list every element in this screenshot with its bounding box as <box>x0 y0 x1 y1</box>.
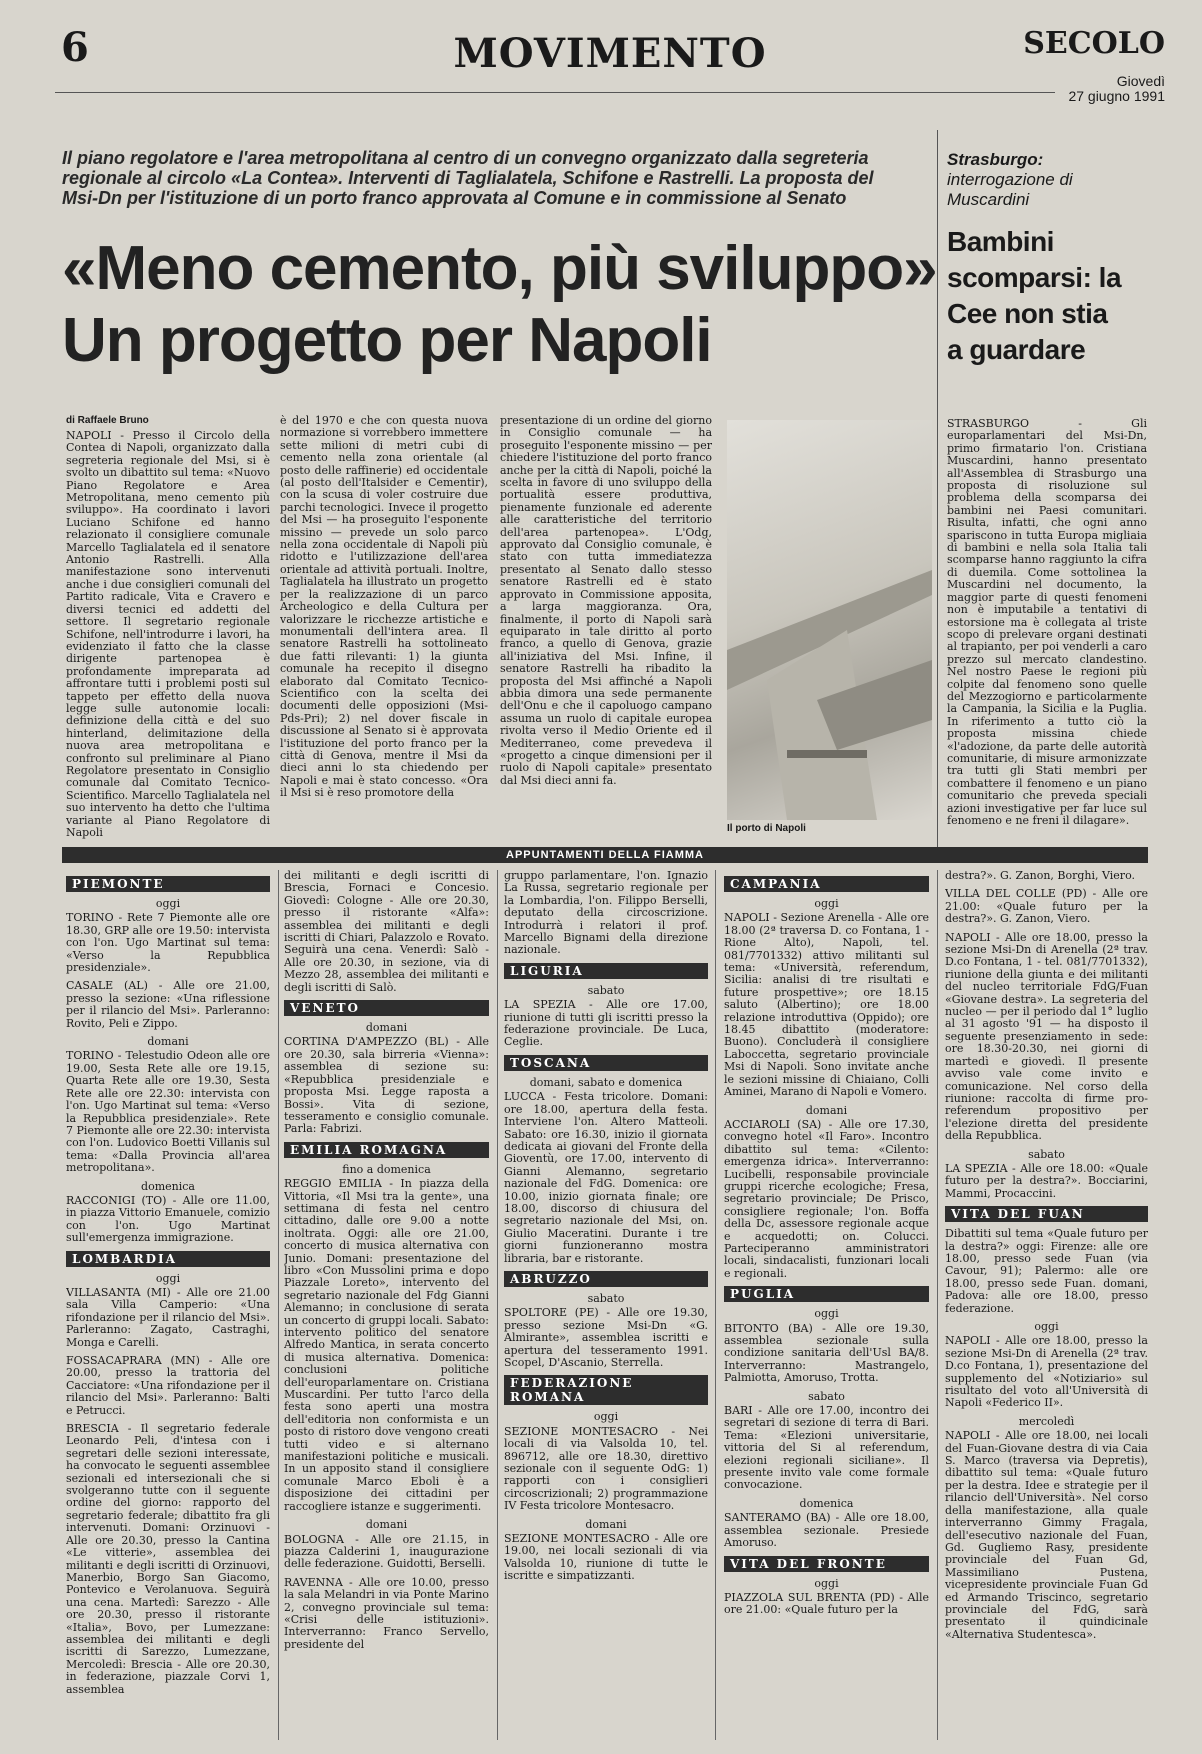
day-label: oggi <box>155 1271 181 1285</box>
sidebar-kicker <box>947 150 1127 210</box>
appointment-entry: SANTERAMO (BA) - Alle ore 18.00, assemblea sezionale. Presiede Amoruso. <box>724 1511 929 1550</box>
masthead-rule <box>55 92 1055 93</box>
day-label: oggi <box>814 1307 839 1321</box>
article-text-3: presentazione di un ordine del giorno in Consiglio comunale — ha proseguito l'esponente missino — per chiedere l'istituzione del porto franco anche per la città di Napoli, poiché la scelta in favore di uno sviluppo della portualità essere produttiva, pienamente funzionale ed aderente alle caratteristiche del territorio dell'area partenopea». L'Odg, approvato dal Consiglio comunale, è stato con tutta immediatezza presentato al Senato dallo stesso senatore Rastrelli ed è stato approvato in Commissione apposita, a larga maggioranza. Ora, finalmente, il porto di Napoli sarà equiparato in tale diritto al porto franco, a quello di Genova, grazie all'iniziativa del Msi. Infine, il senatore Rastrelli ha ribadito la proposta del Msi affinché a Napoli abbia dimora una sede permanente dell'Onu e che il capoluogo campano assuma un ruolo di capitale europea rivolta verso il Medio Oriente ed il Mediterraneo, come prevedeva il «progetto a cinque dimensioni per il ruolo di Napoli capitale» presentato dal Msi dieci anni fa. <box>500 415 712 787</box>
sidebar-headline: Bambini scomparsi: la Cee non stia a guardare <box>947 226 1122 365</box>
appointment-entry: LA SPEZIA - Alle ore 17.00, riunione di tutti gli iscritti presso la federazione provinciale. De Luca, Ceglie. <box>504 998 708 1049</box>
region-heading: CAMPANIA <box>724 876 929 892</box>
article-text-2: è del 1970 e che con questa nuova normazione si vorrebbero immettere sette milioni di metri cubi di cemento nella zona orientale (al posto delle raffinerie) ed occidentale (al posto dell'Italsider e Cementir), con la scusa di voler costruire due parchi tecnologici. Invece il progetto del Msi — ha proseguito l'esponente missino — prevede un solo parco nella zona occidentale di Napoli più ridotto e l'utilizzazione dell'area orientale ad attività portuali. Inoltre, Taglialatela ha illustrato un progetto per la realizzazione di un parco Archeologico e della Cultura per valorizzare le ricchezze artistiche e monumentali dell'intera area. Il senatore Rastrelli ha sottolineato due fatti rilevanti: 1) la giunta comunale ha recepito il disegno elaborato dal Comitato Tecnico-Scientifico con la scelta dei documenti delle opposizioni (Msi-Pds-Pri); 2) nel dover fiscale in discussione al Senato si è approvata l'istituzione del porto franco per la città di Genova, mentre il Msi da dieci anni lo sta chiedendo per Napoli e mai è stato concesso. «Ora il Msi si è reso promotore della <box>280 415 488 800</box>
article-subheadline: Un progetto per Napoli <box>62 306 712 375</box>
article-headline: «Meno cemento, più sviluppo» <box>62 234 937 303</box>
sidebar-text: STRASBURGO - Gli europarlamentari del Msi-Dn, primo firmatario l'on. Cristiana Muscardini, hanno presentato all'Assemblea di Strasburgo una proposta di risoluzione sul problema della scomparsa dei bambini nei Paesi comunitari. Risulta, infatti, che ogni anno spariscono in tutta Europa migliaia di bambini e nella sola Italia tali scomparse hanno raggiunto la cifra di duemila. Come sottolinea la Muscardini nel documento, la maggior parte di questi fenomeni non è imputabile a tentativi di estorsione ma è collegata al triste scopo di prelevare organi destinati al trapianto, per poi venderli a caro prezzo sul mercato clandestino. Nel nostro Paese le regioni più colpite dal fenomeno sono quelle del Mezzogiorno e particolarmente la Campania, la Sicilia e la Puglia. In riferimento a tutto ciò la proposta missina chiede «l'adozione, da parte delle autorità comunitarie, di misure armonizzate tra tutti gli Stati membri per combattere il fenomeno e un piano comunitario che preveda speciali azioni investigative per far luce sul fenomeno e ne freni il dilagare». <box>947 418 1147 827</box>
appointments-column-5 <box>945 870 1148 1740</box>
page-number: 6 <box>61 24 89 71</box>
appointment-entry: RACCONIGI (TO) - Alle ore 11.00, in piazza Vittorio Emanuele, comizio con l'on. Ugo Martinat sull'emergenza immigrazione. <box>66 1193 270 1245</box>
region-heading: PUGLIA <box>724 1286 929 1302</box>
appointment-entry: NAPOLI - Alle ore 18.00, nei locali del Fuan-Giovane destra di via Caia S. Marco (traversa via Depretis), dibattito sul tema: «Quale futuro per la destra. Idee e strategie per il rilancio dell'Università». Nel corso della manifestazione, alla quale interverranno Gimmy Fragala, dell'esecutivo nazionale del Fuan, Gd. Gugliemo Rasy, presidente provinciale del Fuan Gd, Massimiliano Pustena, vicepresidente provinciale Fuan Gd ed Armando Triscinco, segretario provinciale del FdG, sarà presentato il quindicinale «Alternativa Studentesca». <box>945 1429 1148 1641</box>
article-text-1: NAPOLI - Presso il Circolo della Contea di Napoli, organizzato dalla segreteria regionale del Msi, si è svolto un dibattito sul tema: «Nuovo Piano Regolatore e Area Metropolitana, meno cemento più sviluppo». Ha coordinato i lavori Luciano Schifone ed hanno relazionato il consigliere comunale Marcello Taglialatela ed il senatore Antonio Rastrelli. Alla manifestazione sono intervenuti anche i due consiglieri comunali del Partito radicale, Vita e Cravero e diversi tecnici ed addetti del settore. Il segretario regionale Schifone, nell'introdurre i lavori, ha evidenziato il fatto che la classe dirigente partenopea è profondamente impreparata ad affrontare tutti i problemi posti sul tappeto per effetto della nuova legge sulle autonomie locali: definizione della città e del suo hinterland, delimitazione della nuova area metropolitana e confronto sul preliminare al Piano Regolatore presentato in Consiglio comunale dal Comitato Tecnico-Scientifico. Marcello Taglialatela nel suo intervento ha detto che l'ultima variante al Piano Regolatore di Napoli <box>66 429 270 839</box>
appointments-column-3 <box>504 870 708 1740</box>
region-heading: ABRUZZO <box>504 1271 708 1287</box>
day-label: sabato <box>1028 1147 1065 1161</box>
port-photo-image <box>727 420 932 820</box>
region-heading: VITA DEL FUAN <box>945 1206 1148 1222</box>
region-heading: PIEMONTE <box>66 876 270 892</box>
appointment-entry: PIAZZOLA SUL BRENTA (PD) - Alle ore 21.00: «Quale futuro per la <box>724 1590 929 1617</box>
appointment-entry: BOLOGNA - Alle ore 21.15, in piazza Calderini 1, inaugurazione delle federazione. Guidotti, Berselli. <box>284 1532 489 1571</box>
appointment-entry: RAVENNA - Alle ore 10.00, presso la sala Melandri in via Ponte Marino 2, convegno provinciale sul tema: «Crisi delle istituzioni». Interverranno: Franco Servello, presidente del <box>284 1575 489 1651</box>
day-label: oggi <box>155 897 181 910</box>
appointment-entry: VILLASANTA (MI) - Alle ore 21.00 sala Villa Camperio: «Una rifondazione per il rilancio del Msi». Parleranno: Zagato, Castraghi, Monga e Carelli. <box>66 1285 270 1349</box>
issue-day: Giovedì <box>1116 73 1165 89</box>
appointment-entry: Dibattiti sul tema «Quale futuro per la destra?» oggi: Firenze: alle ore 18.00, presso sede Fuan (via Cavour, 91); Palermo: alle ore 18.00, presso sede Fuan. domani, Padova: alle ore 18.00, presso federazione. <box>945 1227 1148 1315</box>
appointment-entry: TORINO - Rete 7 Piemonte alle ore 18.30, GRP alle ore 19.50: intervista con l'on. Ugo Martinat sul tema: «Verso la Repubblica presidenziale». <box>66 911 270 975</box>
column-rule <box>715 870 716 1740</box>
appointment-entry: NAPOLI - Alle ore 18.00, presso la sezione Msi-Dn di Arenella (2ª trav. D.co Fontana, 1 - tel. 081/7701332), riunione della giunta e dei militanti del nucleo territoriale FdG/Fuan «Giovane destra». La segreteria del nucleo — per il periodo dal 1° luglio al 31 agosto '91 — ha disposto il seguente presenziamento in sede: ore 18.30-20.30, nei giorni di martedì e giovedì. Il presente avviso vale come invito e comunicazione. Nel corso della riunione: raccolta di firme pro-referendum propositivo per l'elezione diretta del presidente della Repubblica. <box>945 930 1148 1143</box>
masthead <box>55 20 1165 115</box>
appointment-entry: SEZIONE MONTESACRO - Alle ore 19.00, nei locali sezionali di via Valsolda 10, riunione di tutte le iscritte e simpatizzanti. <box>504 1532 708 1583</box>
article-kicker: Il piano regolatore e l'area metropolitana al centro di un convegno organizzato dalla segreteria regionale al circolo «La Contea». Interventi di Taglialatela, Schifone e Rastrelli. La proposta del Msi-Dn per l'istituzione di un porto franco approvata al Comune e in commissione al Senato <box>62 148 874 208</box>
article-column-3 <box>500 415 712 843</box>
appointment-entry: LUCCA - Festa tricolore. Domani: ore 18.00, apertura della festa. Interviene l'on. Altero Matteoli. Sabato: ore 16.30, inizio il giornata dedicata ai giovani del Fronte della Gioventù, ore 17.00, intervento di Gianni Alemanno, segretario nazionale del FdG. Domenica: ore 10.00, inizio giornata finale; ore 18.00, discorso di chiusura del segretario nazionale del Msi, on. Giulio Maceratini. Durante i tre giorni funzioneranno mostra libraria, bar e ristorante. <box>504 1090 708 1265</box>
photo-caption: Il porto di Napoli <box>727 823 806 834</box>
region-heading: FEDERAZIONE ROMANA <box>504 1375 708 1405</box>
region-heading: LIGURIA <box>504 963 708 979</box>
appointment-entry: destra?». G. Zanon, Borghi, Viero. <box>945 870 1135 882</box>
appointment-entry: BARI - Alle ore 17.00, incontro dei segretari di sezione di terra di Bari. Tema: «Elezioni universitarie, vittoria del Si al referendum, elezioni regionali siciliane». Il presente invito vale come formale convocazione. <box>724 1404 929 1492</box>
day-label: oggi <box>1034 1320 1059 1333</box>
byline: di Raffaele Bruno <box>66 415 149 426</box>
appointment-entry: VILLA DEL COLLE (PD) - Alle ore 21.00: «Quale futuro per la destra?». G. Zanon, Viero. <box>945 887 1148 926</box>
day-label: oggi <box>814 1576 839 1590</box>
day-label: oggi <box>593 1410 619 1424</box>
newspaper-logo: SECOLO <box>1023 26 1165 61</box>
appointment-entry: BRESCIA - Il segretario federale Leonardo Peli, d'intesa con i segretari delle sezioni interessate, ha convocato le seguenti assemblee sezionali ed intersezionali che si svolgeranno tutte con il seguente ordine del giorno: rapporto del segretario federale; dibattito fra gli intervenuti. Domani: Orzinuovi - Alle ore 20.30, presso la Cantina «Le vitterie», assemblea dei militanti e degli iscritti di Orzinuovi, Manerbio, Borgo San Giacomo, Pontevico e Verolanuova. Seguirà una cena. Martedì: Sarezzo - Alle ore 20.30, presso il ristorante «Italia», Bovo, per Lumezzane: assemblea dei militanti e degli iscritti di Sarezzo, Lumezzane, Mercoledì: Brescia - Alle ore 20.30, in federazione, piazzale Corvi 1, assemblea <box>66 1422 270 1696</box>
appointment-entry: FOSSACAPRARA (MN) - Alle ore 20.00, presso la trattoria del Cacciatore: «Una rifondazione per il rilancio del Msi». Parleranno: Balti e Petrucci. <box>66 1354 270 1417</box>
sidebar-body <box>947 418 1147 843</box>
column-rule <box>497 870 498 1740</box>
section-title: MOVIMENTO <box>453 30 767 77</box>
sidebar-kicker-text: interrogazione di Muscardini <box>947 170 1073 209</box>
appointment-entry: REGGIO EMILIA - In piazza della Vittoria, «Il Msi tra la gente», una settimana di festa nel centro cittadino, dalle ore 9.00 a notte inoltrata. Oggi: alle ore 21.00, concerto di musica alternativa con Junio. Domani: presentazione del libro «Con Mussolini prima e dopo Piazzale Loreto», intervento del segretario nazionale del Fdg Gianni Alemanno; in conclusione di serata un concerto di gruppi locali. Sabato: intervento politico del senatore Alfredo Mantica, in serata concerto di musica alternativa. Domenica: conclusioni politiche dell'europarlamentare on. Cristiana Muscardini. Per tutto l'arco della festa sono aperti una mostra dell'editoria non conformista e un posto di ristoro dove vengono creati tutti video e si alternano manifestazioni politiche e musicali. In un apposito stand il consigliere comunale Marco Eboli è a disposizione dei cittadini per raccogliere istanze e suggerimenti. <box>284 1177 489 1513</box>
day-label: fino a domenica <box>342 1162 431 1176</box>
sidebar-kicker-place: Strasburgo: <box>947 150 1044 169</box>
appointment-entry: ACCIAROLI (SA) - Alle ore 17.30, convegno hotel «Il Faro». Incontro dibattito sul tema: «Cilento: emergenza idrica». Interverranno: Lucibelli, responsabile provinciale gruppi ricerche ecologiche; Fresa, segretario provinciale; De Prisco, consigliere regionale; l'on. Boffa della Dc, assessore regionale acque e acquedotti; on. Colucci. Parteciperanno amministratori locali, sindacalisti, funzionari locali e regionali. <box>724 1117 929 1280</box>
day-label: sabato <box>587 1291 625 1305</box>
appointment-entry: CASALE (AL) - Alle ore 21.00, presso la sezione: «Una riflessione per il rilancio del Msi». Parleranno: Rovito, Peli e Zippo. <box>66 979 270 1030</box>
issue-full-date: 27 giugno 1991 <box>1068 88 1165 104</box>
region-heading: VITA DEL FRONTE <box>724 1556 929 1572</box>
day-label: domenica <box>141 1179 195 1193</box>
appointment-entry: SEZIONE MONTESACRO - Nei locali di via Valsolda 10, tel. 896712, alle ore 18.30, direttivo sezionale con il seguente OdG: 1) rapporti con i consiglieri circoscrizionali; 2) programmazione IV Festa tricolore Montesacro. <box>504 1424 708 1513</box>
appointment-entry: CORTINA D'AMPEZZO (BL) - Alle ore 20.30, sala birreria «Vienna»: assemblea di sezione su: «Repubblica presidenziale e proposta Msi. Legge raposta a Bossi». Vita di sezione, tesseramento e consiglio comunale. Parla: Fabrizi. <box>284 1035 489 1136</box>
region-heading: VENETO <box>284 1000 489 1016</box>
column-rule <box>278 870 279 1740</box>
appointment-entry: dei militanti e degli iscritti di Brescia, Fornaci e Concesio. Giovedì: Cologne - Alle ore 20.30, presso il ristorante «Alfa»: assemblea dei militanti e degli iscritti di Chiari, Palazzolo e Rovato. Seguirà una cena. Venerdì: Salò - Alle ore 20.30, in sezione, via di Mezzo 28, assemblea dei militanti e degli iscritti di Salò. <box>284 870 489 994</box>
appointment-entry: TORINO - Telestudio Odeon alle ore 19.00, Sesta Rete alle ore 19.15, Quarta Rete alle ore 19.30, Sesta Rete alle ore 22.30: intervista con l'on. Ugo Martinat sul tema: «Verso la Repubblica presidenziale». Rete 7 Piemonte alle ore 22.30: intervista con l'on. Ludovico Boetti Villanis sul tema: «Dalla Provincia all'area metropolitana». <box>66 1049 270 1175</box>
article-column-2 <box>280 415 488 843</box>
port-photo <box>727 420 932 820</box>
appointments-column-4 <box>724 870 929 1740</box>
day-label: domani <box>147 1035 189 1049</box>
day-label: oggi <box>814 897 839 910</box>
sidebar-divider <box>937 130 938 858</box>
article-column-1 <box>66 415 270 843</box>
region-heading: TOSCANA <box>504 1055 708 1071</box>
day-label: sabato <box>808 1389 845 1403</box>
appointments-banner: APPUNTAMENTI DELLA FIAMMA <box>62 847 1148 863</box>
appointment-entry: SPOLTORE (PE) - Alle ore 19.30, presso sezione Msi-Dn «G. Almirante», assemblea iscritti e apertura del tesseramento 1991. Scopel, D'Ascanio, Sterrella. <box>504 1306 708 1369</box>
column-rule <box>937 870 938 1740</box>
day-label: sabato <box>587 983 625 997</box>
issue-date <box>1045 74 1165 104</box>
appointments-column-2 <box>284 870 489 1740</box>
appointment-entry: LA SPEZIA - Alle ore 18.00: «Quale futuro per la destra?». Bocciarini, Mammi, Procaccini. <box>945 1161 1148 1200</box>
appointments-column-1 <box>66 870 270 1740</box>
day-label: domani, sabato e domenica <box>529 1075 683 1089</box>
region-heading: EMILIA ROMAGNA <box>284 1142 489 1158</box>
day-label: domenica <box>799 1496 854 1510</box>
day-label: domani <box>585 1517 627 1531</box>
appointment-entry: BITONTO (BA) - Alle ore 19.30, assemblea sezionale sulla condizione sanitaria dell'Usl BA/8. Interverranno: Mastrangelo, Palmiotta, Amoruso, Trotta. <box>724 1321 929 1385</box>
appointment-entry: NAPOLI - Alle ore 18.00, presso la sezione Msi-Dn di Arenella (2ª trav. D.co Fontana, 1), presentazione del supplemento del «Notiziario» sul risultato del voto all'Università di Napoli «Federico II». <box>945 1334 1148 1410</box>
region-heading: LOMBARDIA <box>66 1251 270 1267</box>
day-label: domani <box>805 1103 848 1117</box>
appointment-entry: gruppo parlamentare, l'on. Ignazio La Russa, segretario regionale per la Lombardia, l'on. Filippo Berselli, deputato della circoscrizione. Introdurrà i relatori il prof. Marcello Bignami della direzione nazionale. <box>504 870 708 957</box>
day-label: mercoledì <box>1018 1414 1075 1428</box>
day-label: domani <box>365 1518 408 1532</box>
day-label: domani <box>365 1021 408 1035</box>
appointment-entry: NAPOLI - Sezione Arenella - Alle ore 18.00 (2ª traversa D. co Fontana, 1 - Rione Alto), Napoli, tel. 081/7701332) attivo militanti sul tema: «Università, referendum, Sicilia: analisi di tre risultati e future prospettive»; ore 18.15 saluto (Albertino); ore 18.00 relazione introduttiva (Oppido); ore 18.45 dibattito (moderatore: Buono). Concluderà il consigliere Laboccetta, segretario provinciale Msi di Napoli. Sono invitate anche le sezioni missine di Chiaiano, Colli Aminei, Marano di Napoli e Vomero. <box>724 911 929 1099</box>
